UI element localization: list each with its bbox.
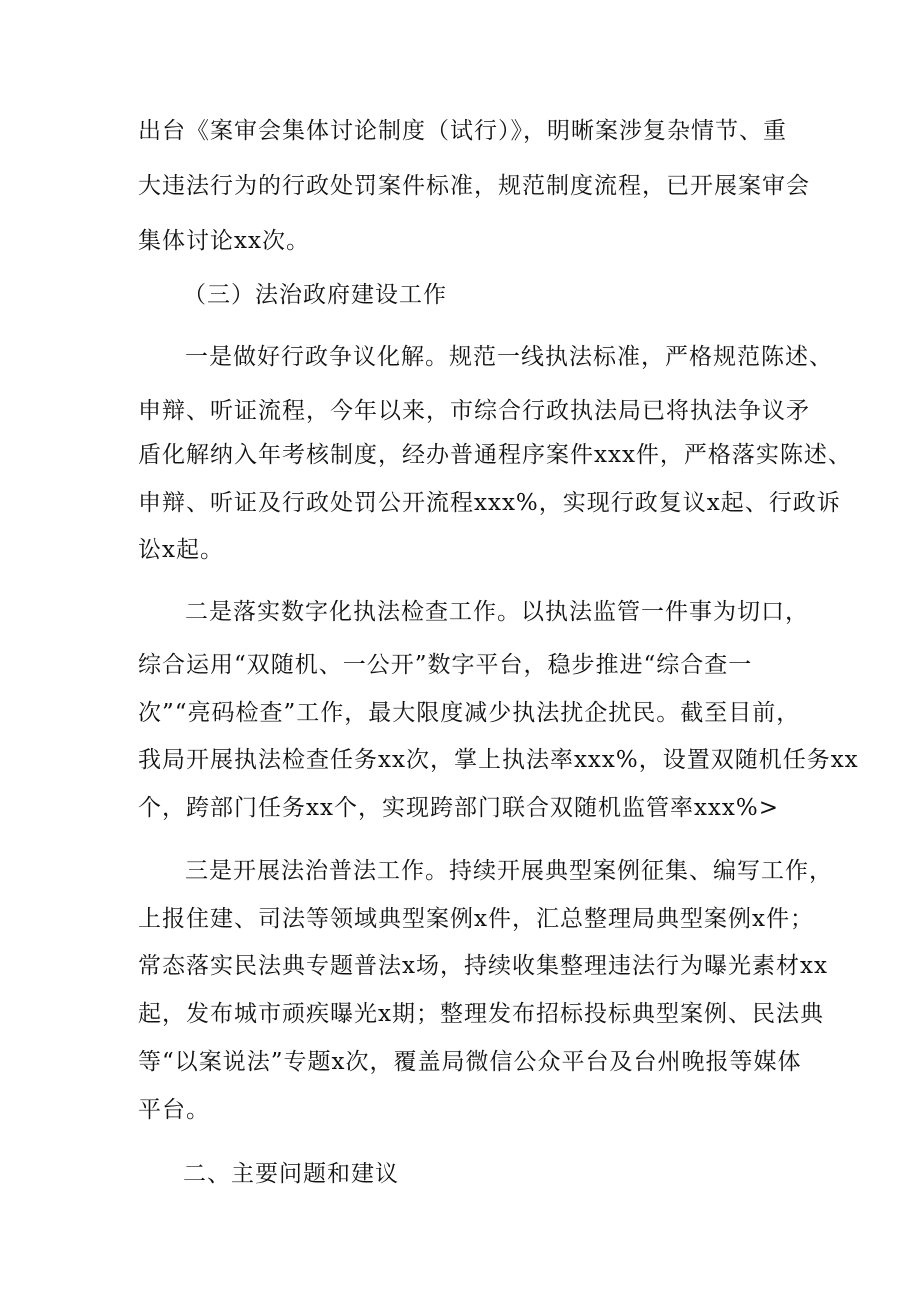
paragraph-line: 申辩、听证流程，今年以来，市综合行政执法局已将执法争议矛: [138, 398, 810, 424]
paragraph-line: 盾化解纳入年考核制度，经办普通程序案件xxx件，严格落实陈述、: [138, 442, 852, 468]
paragraph-line: 申辩、听证及行政处罚公开流程xxx%，实现行政复议x起、行政诉: [138, 490, 841, 516]
paragraph-line: 综合运用“双随机、一公开”数字平台，稳步推进“综合查一: [138, 652, 753, 678]
paragraph-line: 等“以案说法”专题x次，覆盖局微信公众平台及台州晚报等媒体: [138, 1049, 802, 1075]
paragraph-line: 次”“亮码检查”工作，最大限度减少执法扰企扰民。截至目前，: [138, 700, 801, 726]
paragraph-line: 三是开展法治普法工作。持续开展典型案例征集、编写工作，: [185, 858, 833, 884]
paragraph-line: 集体讨论xx次。: [138, 228, 310, 254]
paragraph-line: 个，跨部门任务xx个，实现跨部门联合双随机监管率xxx%>: [138, 795, 779, 821]
paragraph-line: 起，发布城市顽疾曝光x期；整理发布招标投标典型案例、民法典: [138, 1001, 824, 1027]
paragraph-line: 讼x起。: [138, 537, 224, 563]
section-heading: 二、主要问题和建议: [183, 1161, 399, 1187]
paragraph-line: 常态落实民法典专题普法x场，持续收集整理违法行为曝光素材xx: [138, 953, 828, 979]
paragraph-line: 大违法行为的行政处罚案件标准，规范制度流程，已开展案审会: [138, 173, 810, 199]
paragraph-line: 平台。: [138, 1097, 210, 1123]
paragraph-line: 出台《案审会集体讨论制度（试行）》，明晰案涉复杂情节、重: [138, 118, 787, 144]
paragraph-line: 我局开展执法检查任务xx次，掌上执法率xxx%，设置双随机任务xx: [138, 747, 859, 773]
section-heading: （三）法治政府建设工作: [183, 282, 447, 308]
paragraph-line: 上报住建、司法等领域典型案例x件，汇总整理局典型案例x件；: [138, 906, 814, 932]
paragraph-line: 一是做好行政争议化解。规范一线执法标准，严格规范陈述、: [185, 344, 833, 370]
paragraph-line: 二是落实数字化执法检查工作。以执法监管一件事为切口，: [185, 599, 809, 625]
